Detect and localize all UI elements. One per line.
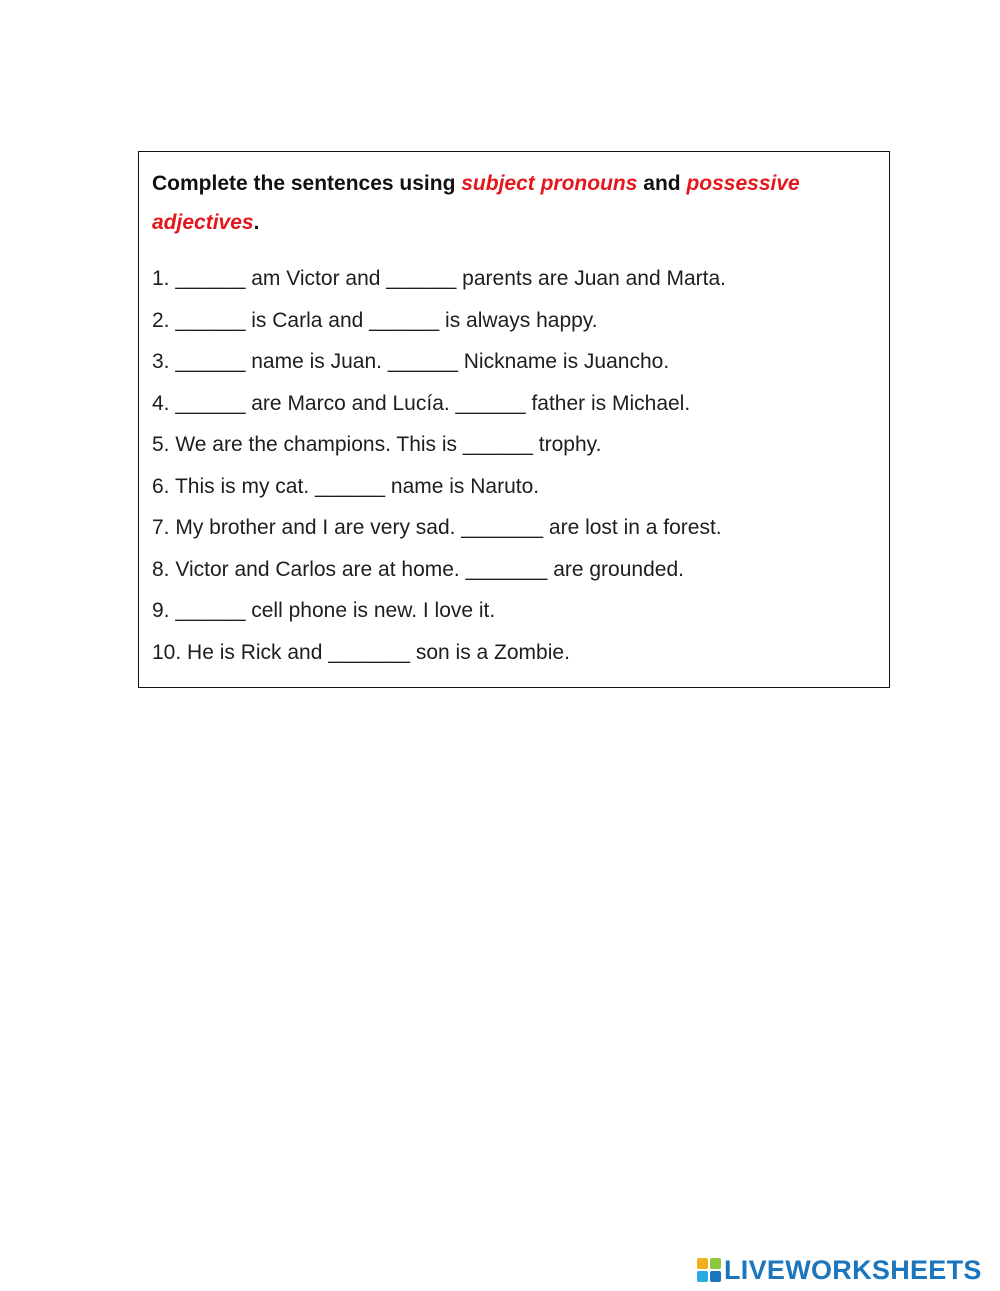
logo-square-2 — [710, 1258, 721, 1269]
exercise-9: 9. ______ cell phone is new. I love it. — [152, 599, 496, 622]
exercise-10: 10. He is Rick and _______ son is a Zombie. — [152, 640, 570, 664]
logo-square-3 — [697, 1271, 708, 1282]
term-subject-pronouns: subject pronouns — [461, 172, 638, 195]
exercise-3: 3. ______ name is Juan. ______ Nickname is Juancho. — [152, 350, 670, 373]
exercise-6: 6. This is my cat. ______ name is Naruto. — [152, 474, 540, 498]
brand-name: LIVEWORKSHEETS — [724, 1254, 982, 1285]
worksheet-box — [138, 151, 890, 688]
instructions-end: . — [253, 211, 260, 234]
instructions — [152, 164, 872, 242]
exercise-4: 4. ______ are Marco and Lucía. ______ father is Michael. — [152, 391, 691, 415]
liveworksheets-logo-icon — [697, 1258, 721, 1282]
instructions-joiner: and — [637, 172, 687, 195]
liveworksheets-brand — [697, 1256, 982, 1284]
exercise-list — [152, 258, 726, 673]
exercise-8: 8. Victor and Carlos are at home. _______ are grounded. — [152, 557, 684, 581]
exercise-2: 2. ______ is Carla and ______ is always happy. — [152, 308, 598, 332]
logo-square-4 — [710, 1271, 721, 1282]
logo-square-1 — [697, 1258, 708, 1269]
term-possessive-adjectives: possessive adjectives — [152, 172, 800, 234]
exercise-1: 1. ______ am Victor and ______ parents are Juan and Marta. — [152, 267, 727, 290]
instructions-lead: Complete the sentences using — [152, 172, 462, 195]
exercise-5: 5. We are the champions. This is ______ trophy. — [152, 433, 602, 456]
exercise-7: 7. My brother and I are very sad. _______ are lost in a forest. — [152, 516, 722, 539]
